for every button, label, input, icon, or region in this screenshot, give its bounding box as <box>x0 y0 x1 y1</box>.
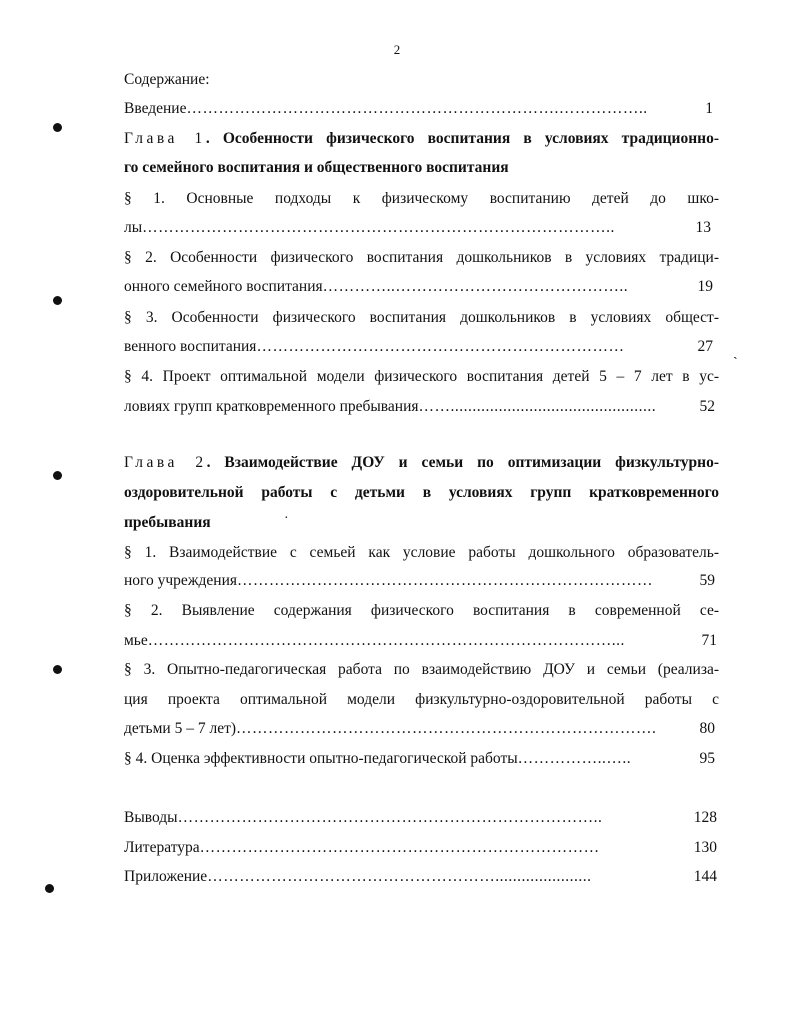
toc-leader: ……………………………………………………………………………... <box>147 632 625 649</box>
toc-page: 128 <box>693 809 717 826</box>
ch1-sec3-line1: § 3. Особенности физического воспитания дошкольников в условиях общест- <box>124 309 719 326</box>
toc-label: Выводы <box>124 809 178 826</box>
toc-entry-conclusions <box>124 808 717 827</box>
toc-entry-literature <box>124 838 717 857</box>
toc-page: 59 <box>699 572 715 589</box>
toc-leader: …………………………………………………………….…………….. <box>186 100 648 117</box>
toc-label: Литература <box>124 839 200 856</box>
toc-label: § 4. Оценка эффективности опытно-педагогической работы <box>124 750 518 767</box>
toc-leader: ……………..….. <box>517 750 632 767</box>
toc-leader: …………………………………………………………………………….. <box>142 219 615 236</box>
toc-label: ловиях групп кратковременного пребывания <box>124 398 419 415</box>
ch2-sec3-line2: ция проекта оптимальной модели физкультурно-оздоровительной работы с <box>124 691 719 708</box>
chapter2-title-line1 <box>124 453 719 472</box>
toc-page: 13 <box>695 219 711 236</box>
chapter2-title-part1: . Взаимодействие ДОУ и семьи по оптимизации физкультурно- <box>206 454 719 471</box>
toc-leader: ………………………………………………...................... <box>207 868 592 885</box>
toc-leader: …………………………………………………………… <box>256 338 625 355</box>
toc-page: 1 <box>705 100 713 117</box>
toc-leader: ……............................................... <box>418 398 657 415</box>
chapter2-title-line2: оздоровительной работы с детьми в условиях групп кратковременного <box>124 484 719 501</box>
binder-hole-mark <box>53 296 62 305</box>
toc-label: лы <box>124 219 143 236</box>
toc-leader: …………..…………………………………….. <box>322 278 629 295</box>
toc-label: онного семейного воспитания <box>124 278 323 295</box>
toc-leader: …………………………………………………………………….. <box>177 809 603 826</box>
ch1-sec2-line2 <box>124 277 713 296</box>
ch2-sec2-line2 <box>124 631 717 650</box>
ch2-sec1-line1: § 1. Взаимодействие с семьей как условие работы дошкольного образователь- <box>124 544 719 561</box>
chapter1-prefix: Глава 1 <box>124 130 206 147</box>
stray-mark: ˎ <box>733 345 738 360</box>
binder-hole-mark <box>45 884 54 893</box>
toc-page: 80 <box>699 720 715 737</box>
chapter1-title-part1: . Особенности физического воспитания в условиях традиционно- <box>205 130 720 147</box>
ch1-sec1-line1: § 1. Основные подходы к физическому воспитанию детей до шко- <box>124 190 719 207</box>
toc-entry-intro <box>124 99 713 118</box>
ch2-sec4 <box>124 749 715 768</box>
toc-label: детьми 5 – 7 лет) <box>124 720 237 737</box>
toc-label: ного учреждения <box>124 572 238 589</box>
ch2-sec1-line2 <box>124 571 715 590</box>
page-number: 2 <box>393 42 401 57</box>
ch1-sec1-line2 <box>124 218 711 237</box>
toc-page: 71 <box>701 632 717 649</box>
toc-label: Введение <box>124 100 187 117</box>
binder-hole-mark <box>53 471 62 480</box>
ch1-sec2-line1: § 2. Особенности физического воспитания дошкольников в условиях традици- <box>124 249 719 266</box>
toc-leader: ……………………………………………………………………. <box>236 720 657 737</box>
toc-page: 52 <box>699 398 715 415</box>
ch1-sec3-line2 <box>124 337 713 356</box>
chapter2-title-line3: пребывания <box>124 514 211 531</box>
toc-label: венного воспитания <box>124 338 257 355</box>
stray-mark: · <box>284 511 289 526</box>
toc-page: 95 <box>699 750 715 767</box>
ch1-sec4-line1: § 4. Проект оптимальной модели физического воспитания детей 5 – 7 лет в ус- <box>124 368 719 385</box>
binder-hole-mark <box>53 123 62 132</box>
toc-page: 19 <box>697 278 713 295</box>
toc-page: 27 <box>697 338 713 355</box>
toc-label: мье <box>124 632 148 649</box>
ch1-sec4-line2 <box>124 397 715 416</box>
toc-leader: ………………………………………………………………… <box>199 839 600 856</box>
toc-page: 130 <box>693 839 717 856</box>
toc-entry-appendix <box>124 867 717 886</box>
chapter1-title-line1 <box>124 129 719 148</box>
binder-hole-mark <box>53 665 62 674</box>
toc-label: Приложение <box>124 868 208 885</box>
toc-page: 144 <box>693 868 717 885</box>
toc-leader: …………………………………………………………………… <box>237 572 654 589</box>
ch2-sec3-line1: § 3. Опытно-педагогическая работа по взаимодействию ДОУ и семьи (реализа- <box>124 661 719 678</box>
chapter2-prefix: Глава 2 <box>124 454 207 471</box>
ch2-sec3-line3 <box>124 719 715 738</box>
toc-heading: Содержание: <box>124 71 210 88</box>
ch2-sec2-line1: § 2. Выявление содержания физического воспитания в современной се- <box>124 602 719 619</box>
chapter1-title-line2: го семейного воспитания и общественного воспитания <box>124 159 509 176</box>
